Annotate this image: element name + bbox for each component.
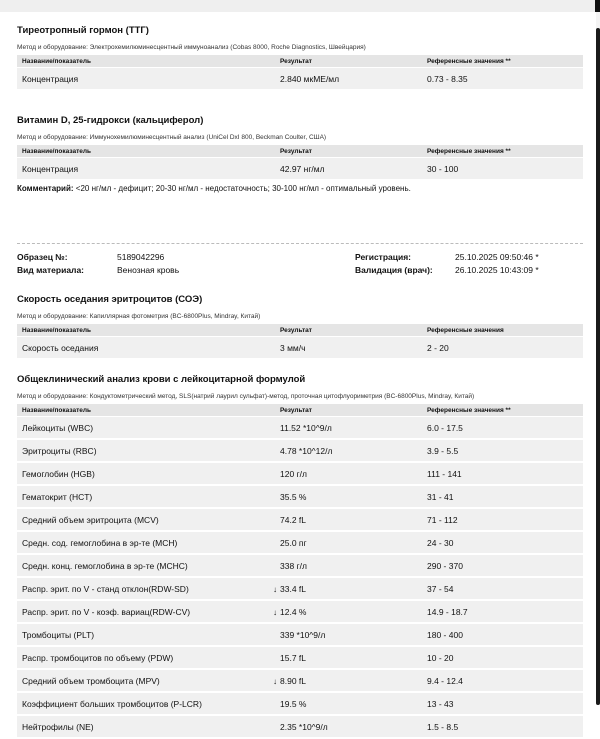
section-divider	[17, 243, 583, 244]
header-result: Результат	[280, 324, 427, 337]
top-edge-bar	[0, 0, 600, 12]
row-name: Концентрация	[17, 158, 280, 181]
vitamin-d-table	[17, 145, 583, 181]
table-row	[17, 485, 583, 508]
row-result	[280, 485, 427, 508]
row-result	[273, 600, 427, 623]
header-reference: Референсные значения **	[427, 145, 583, 158]
row-name: Средн. сод. гемоглобина в эр-те (MCH)	[17, 531, 280, 554]
row-result	[280, 692, 427, 715]
row-result	[280, 508, 427, 531]
row-name: Гематокрит (HCT)	[17, 485, 280, 508]
esr-title: Скорость оседания эритроцитов (СОЭ)	[17, 294, 203, 305]
sample-number-label: Образец №:	[17, 252, 68, 262]
table-row	[17, 508, 583, 531]
top-corner-mark	[595, 0, 600, 12]
low-flag-arrow-icon: ↓	[273, 584, 277, 594]
row-reference: 14.9 - 18.7	[427, 600, 583, 623]
row-result-value: 35.5 %	[280, 491, 307, 502]
row-reference: 10 - 20	[427, 646, 583, 669]
vitamin-d-comment	[17, 183, 411, 195]
row-result	[273, 669, 427, 692]
row-name: Эритроциты (RBC)	[17, 439, 280, 462]
row-reference: 24 - 30	[427, 531, 583, 554]
row-name: Скорость оседания	[17, 337, 280, 360]
vitamin-d-method: Метод и оборудование: Иммунохемилюминесцентный анализ (UniCel DxI 800, Beckman Coulter, США)	[17, 134, 327, 141]
row-name: Тромбоциты (PLT)	[17, 623, 280, 646]
row-result	[273, 577, 427, 600]
row-reference: 290 - 370	[427, 554, 583, 577]
table-row	[17, 337, 583, 360]
row-name: Распр. эрит. по V - коэф. вариац(RDW-CV)	[17, 600, 280, 623]
comment-label: Комментарий:	[17, 184, 74, 193]
row-result	[280, 554, 427, 577]
material-value: Венозная кровь	[117, 265, 180, 275]
table-row	[17, 439, 583, 462]
header-result: Результат	[280, 145, 427, 158]
esr-method: Метод и оборудование: Капиллярная фотометрия (BC-6800Plus, Mindray, Китай)	[17, 313, 261, 320]
table-row	[17, 646, 583, 669]
header-result: Результат	[280, 55, 427, 68]
row-reference: 3.9 - 5.5	[427, 439, 583, 462]
row-result-value: 33.4 fL	[280, 583, 306, 594]
row-result	[280, 646, 427, 669]
table-row	[17, 623, 583, 646]
row-name: Концентрация	[17, 68, 280, 91]
row-name: Гемоглобин (HGB)	[17, 462, 280, 485]
row-result-value: 19.5 %	[280, 698, 307, 709]
row-result-value: 11.52 *10^9/л	[280, 422, 332, 433]
tsh-method: Метод и оборудование: Электрохемилюминесцентный иммуноанализ (Cobas 8000, Roche Diagnostics, Швейцария)	[17, 44, 366, 51]
vitamin-d-section	[17, 115, 583, 181]
cbc-method: Метод и оборудование: Кондуктометрический метод, SLS(натрий лаурил сульфат)-метод, проточная цитофлуориметрия (BC-6800Plus, Mindray, Китай)	[17, 393, 475, 400]
table-row	[17, 715, 583, 738]
header-name: Название/показатель	[17, 324, 280, 337]
row-name: Лейкоциты (WBC)	[17, 417, 280, 440]
row-name: Распр. тромбоцитов по объему (PDW)	[17, 646, 280, 669]
header-name: Название/показатель	[17, 55, 280, 68]
row-reference: 9.4 - 12.4	[427, 669, 583, 692]
tsh-table	[17, 55, 583, 91]
row-name: Коэффициент больших тромбоцитов (P-LCR)	[17, 692, 280, 715]
row-reference: 111 - 141	[427, 462, 583, 485]
table-row	[17, 554, 583, 577]
row-reference: 37 - 54	[427, 577, 583, 600]
sample-number-value: 5189042296	[117, 252, 165, 262]
row-name: Нейтрофилы (NE)	[17, 715, 280, 738]
table-row	[17, 577, 583, 600]
row-reference: 0.73 - 8.35	[427, 68, 583, 91]
header-reference: Референсные значения **	[427, 55, 583, 68]
row-reference: 1.5 - 8.5	[427, 715, 583, 738]
table-row	[17, 692, 583, 715]
row-reference: 31 - 41	[427, 485, 583, 508]
row-result	[280, 531, 427, 554]
scrollbar-thumb[interactable]	[596, 28, 600, 705]
table-row	[17, 68, 583, 91]
table-row	[17, 600, 583, 623]
row-result-value: 2.35 *10^9/л	[280, 721, 328, 732]
validation-value: 26.10.2025 10:43:09 *	[455, 265, 539, 275]
row-result: 3 мм/ч	[280, 337, 427, 360]
row-reference: 180 - 400	[427, 623, 583, 646]
comment-text: <20 нг/мл - дефицит; 20-30 нг/мл - недостаточность; 30-100 нг/мл - оптимальный уровень.	[75, 184, 411, 193]
row-result-value: 4.78 *10^12/л	[280, 445, 333, 456]
table-row	[17, 417, 583, 440]
material-label: Вид материала:	[17, 265, 85, 275]
tsh-section	[17, 25, 583, 91]
row-result-value: 120 г/л	[280, 468, 307, 479]
row-result-value: 25.0 пг	[280, 537, 307, 548]
row-result: 42.97 нг/мл	[280, 158, 427, 181]
low-flag-arrow-icon: ↓	[273, 676, 277, 686]
registration-label: Регистрация:	[355, 252, 412, 262]
row-result-value: 15.7 fL	[280, 652, 306, 663]
row-reference: 6.0 - 17.5	[427, 417, 583, 440]
cbc-section	[17, 374, 583, 739]
row-result	[280, 462, 427, 485]
header-name: Название/показатель	[17, 404, 280, 417]
table-row	[17, 462, 583, 485]
row-result	[280, 623, 427, 646]
row-reference: 13 - 43	[427, 692, 583, 715]
cbc-table	[17, 404, 583, 739]
row-result-value: 8.90 fL	[280, 675, 306, 686]
header-reference: Референсные значения **	[427, 404, 583, 417]
esr-section	[17, 294, 583, 360]
header-name: Название/показатель	[17, 145, 280, 158]
table-header-row	[17, 145, 583, 158]
table-row	[17, 531, 583, 554]
row-result: 2.840 мкМЕ/мл	[280, 68, 427, 91]
row-reference: 30 - 100	[427, 158, 583, 181]
row-name: Средн. конц. гемоглобина в эр-те (MCHC)	[17, 554, 280, 577]
row-reference: 71 - 112	[427, 508, 583, 531]
row-result	[280, 417, 427, 440]
validation-label: Валидация (врач):	[355, 265, 433, 275]
cbc-title: Общеклинический анализ крови с лейкоцитарной формулой	[17, 374, 306, 385]
row-reference: 2 - 20	[427, 337, 583, 360]
header-reference: Референсные значения	[427, 324, 583, 337]
tsh-title: Тиреотропный гормон (ТТГ)	[17, 25, 149, 36]
table-header-row	[17, 404, 583, 417]
row-result	[280, 715, 427, 738]
esr-table	[17, 324, 583, 360]
row-result-value: 338 г/л	[280, 560, 307, 571]
low-flag-arrow-icon: ↓	[273, 607, 277, 617]
registration-value: 25.10.2025 09:50:46 *	[455, 252, 539, 262]
vitamin-d-title: Витамин D, 25-гидрокси (кальциферол)	[17, 115, 204, 126]
row-result	[280, 439, 427, 462]
row-name: Распр. эрит. по V - станд отклон(RDW-SD)	[17, 577, 280, 600]
table-row	[17, 158, 583, 181]
table-header-row	[17, 324, 583, 337]
row-name: Средний объем эритроцита (MCV)	[17, 508, 280, 531]
table-header-row	[17, 55, 583, 68]
row-name: Средний объем тромбоцита (MPV)	[17, 669, 280, 692]
row-result-value: 339 *10^9/л	[280, 629, 326, 640]
row-result-value: 74.2 fL	[280, 514, 306, 525]
row-result-value: 12.4 %	[280, 606, 307, 617]
table-row	[17, 669, 583, 692]
header-result: Результат	[280, 404, 427, 417]
